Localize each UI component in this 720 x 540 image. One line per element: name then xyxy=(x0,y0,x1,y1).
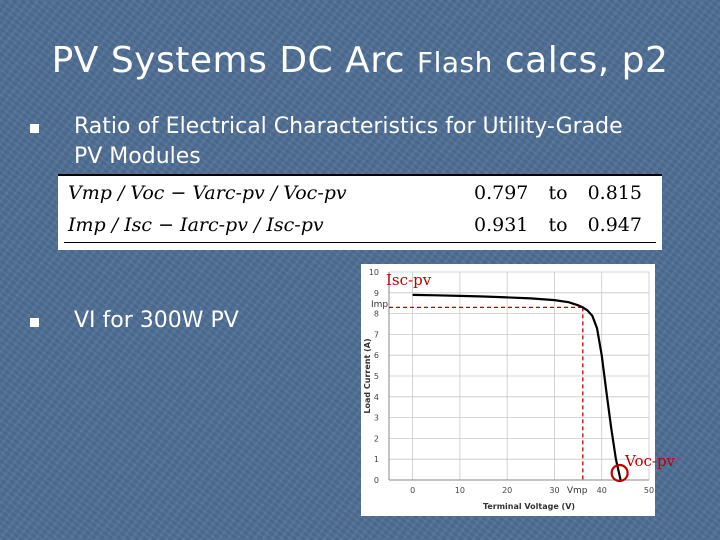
ratio-row-voltage xyxy=(58,178,662,208)
chart-ticks xyxy=(369,268,654,495)
y-tick-label: 8 xyxy=(373,309,379,319)
bullet-square-icon xyxy=(30,318,39,327)
bullet-square-icon xyxy=(30,124,39,133)
ratio-low: 0.797 xyxy=(474,182,529,204)
y-tick-label: 0 xyxy=(373,476,379,485)
ratio-table xyxy=(58,174,662,250)
y-tick-label: 3 xyxy=(373,413,379,423)
slide-title xyxy=(0,40,720,81)
bullet-ratio-line1: Ratio of Electrical Characteristics for Utility-Grade xyxy=(74,114,623,139)
x-axis-label: Terminal Voltage (V) xyxy=(482,502,576,511)
title-end: calcs, p2 xyxy=(492,40,669,81)
bullet-ratio xyxy=(74,112,623,172)
ratio-expression: Vmp / Voc − Varc-pv / Voc-pv xyxy=(68,182,347,204)
table-rule xyxy=(64,242,656,243)
y-tick-label: 10 xyxy=(368,268,379,277)
ratio-high: 0.947 xyxy=(587,214,642,236)
x-tick-label: 40 xyxy=(596,486,607,495)
iv-chart xyxy=(361,264,655,516)
voc-callout: Voc-pv xyxy=(625,452,676,470)
y-tick-label: 9 xyxy=(373,288,379,298)
isc-callout: Isc-pv xyxy=(386,271,432,289)
iv-curve xyxy=(413,295,621,480)
y-tick-label: 5 xyxy=(373,372,379,381)
ratio-range xyxy=(474,182,642,204)
title-flash: Flash xyxy=(417,46,493,79)
y-tick-label: 1 xyxy=(373,455,379,465)
y-axis-label: Load Current (A) xyxy=(363,338,372,414)
ratio-row-current xyxy=(58,210,662,240)
x-tick-label: 20 xyxy=(502,486,513,495)
y-tick-label: 2 xyxy=(373,434,379,444)
bullet-vi-line1: VI for 300W PV xyxy=(74,308,239,333)
vmp-label: Vmp xyxy=(566,486,588,496)
y-tick-label: 7 xyxy=(373,330,379,340)
imp-label: Imp xyxy=(371,299,389,310)
chart-grid xyxy=(389,272,649,480)
ratio-to: to xyxy=(548,214,568,236)
ratio-low: 0.931 xyxy=(474,214,529,236)
y-tick-label: 6 xyxy=(373,351,379,361)
ratio-expression: Imp / Isc − Iarc-pv / Isc-pv xyxy=(68,214,324,236)
x-tick-label: 10 xyxy=(454,486,466,495)
title-main: PV Systems DC Arc xyxy=(51,40,417,81)
bullet-vi xyxy=(74,306,239,336)
x-tick-label: 0 xyxy=(410,486,416,495)
x-tick-label: 50 xyxy=(643,486,655,495)
ratio-high: 0.815 xyxy=(587,182,642,204)
ratio-to: to xyxy=(548,182,568,204)
iv-chart-svg xyxy=(361,264,655,516)
ratio-range xyxy=(474,214,642,236)
chart-guides xyxy=(389,307,583,480)
y-tick-label: 4 xyxy=(373,392,379,402)
x-tick-label: 30 xyxy=(549,486,560,495)
bullet-ratio-line2: PV Modules xyxy=(74,144,201,169)
